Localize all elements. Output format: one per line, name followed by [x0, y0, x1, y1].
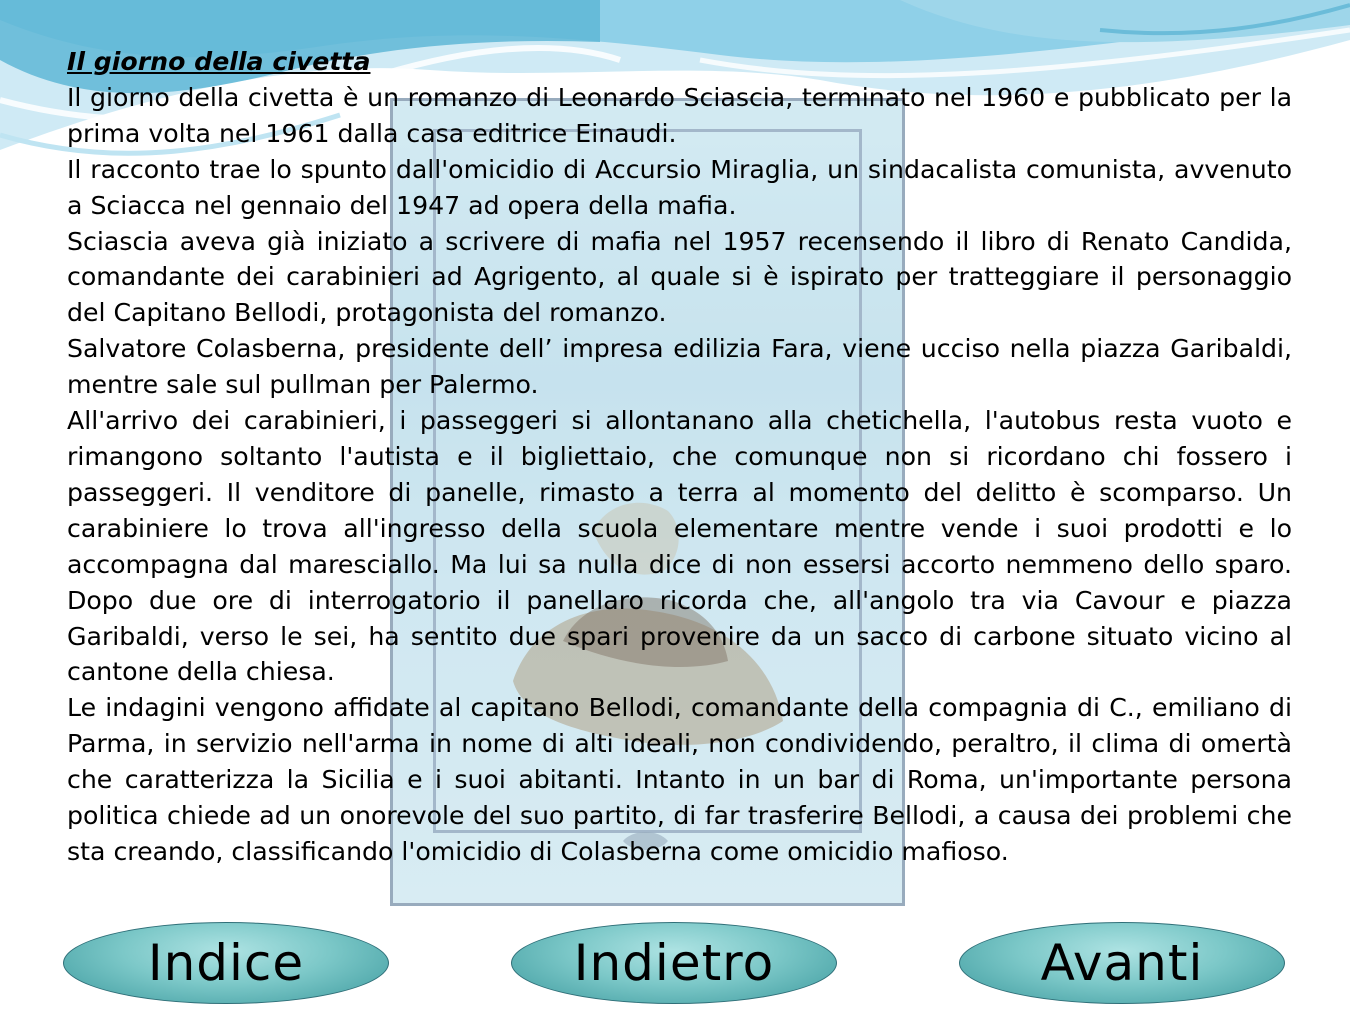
- article-title: Il giorno della civetta: [67, 47, 371, 76]
- article-paragraph: Il giorno della civetta è un romanzo di Leonardo Sciascia, terminato nel 1960 e pubblicato per la prima volta nel 1961 dalla casa editrice Einaudi.: [67, 82, 1292, 148]
- article-paragraph: Sciascia aveva già iniziato a scrivere di mafia nel 1957 recensendo il libro di Renato Candida, comandante dei carabinieri ad Agrigento, al quale si è ispirato per tratteggiare il personaggio del Capitano Bellodi, protagonista del romanzo.: [67, 226, 1292, 328]
- index-button[interactable]: [63, 922, 389, 1004]
- next-button-label: Avanti: [1040, 934, 1204, 992]
- next-button[interactable]: [959, 922, 1285, 1004]
- article-paragraph: Il racconto trae lo spunto dall'omicidio di Accursio Miraglia, un sindacalista comunista, avvenuto a Sciacca nel gennaio del 1947 ad opera della mafia.: [67, 154, 1292, 220]
- back-button[interactable]: [511, 922, 837, 1004]
- article-paragraph: Le indagini vengono affidate al capitano Bellodi, comandante della compagnia di C., emiliano di Parma, in servizio nell'arma in nome di alti ideali, non condividendo, peraltro, il clima di omertà che caratterizza la Sicilia e i suoi abitanti. Intanto in un bar di Roma, un'importante persona politica chiede ad un onorevole del suo partito, di far trasferire Bellodi, a causa dei problemi che sta creando, classificando l'omicidio di Colasberna come omicidio mafioso.: [67, 693, 1292, 866]
- back-button-label: Indietro: [573, 934, 775, 992]
- article-paragraph: Salvatore Colasberna, presidente dell’ impresa edilizia Fara, viene ucciso nella piazza Garibaldi, mentre sale sul pullman per Palermo.: [67, 334, 1292, 400]
- article-paragraph: All'arrivo dei carabinieri, i passeggeri si allontanano alla chetichella, l'autobus resta vuoto e rimangono soltanto l'autista e il bigliettaio, che comunque non si ricordano chi fossero i passeggeri. Il venditore di panelle, rimasto a terra al momento del delitto è scomparso. Un carabiniere lo trova all'ingresso della scuola elementare mentre vende i suoi prodotti e lo accompagna dal maresciallo. Ma lui sa nulla dice di non essersi accorto nemmeno dello sparo. Dopo due ore di interrogatorio il panellaro ricorda che, all'angolo tra via Cavour e piazza Garibaldi, verso le sei, ha sentito due spari provenire da un sacco di carbone situato vicino al cantone della chiesa.: [67, 406, 1292, 687]
- article-text: [67, 44, 1292, 932]
- index-button-label: Indice: [147, 934, 305, 992]
